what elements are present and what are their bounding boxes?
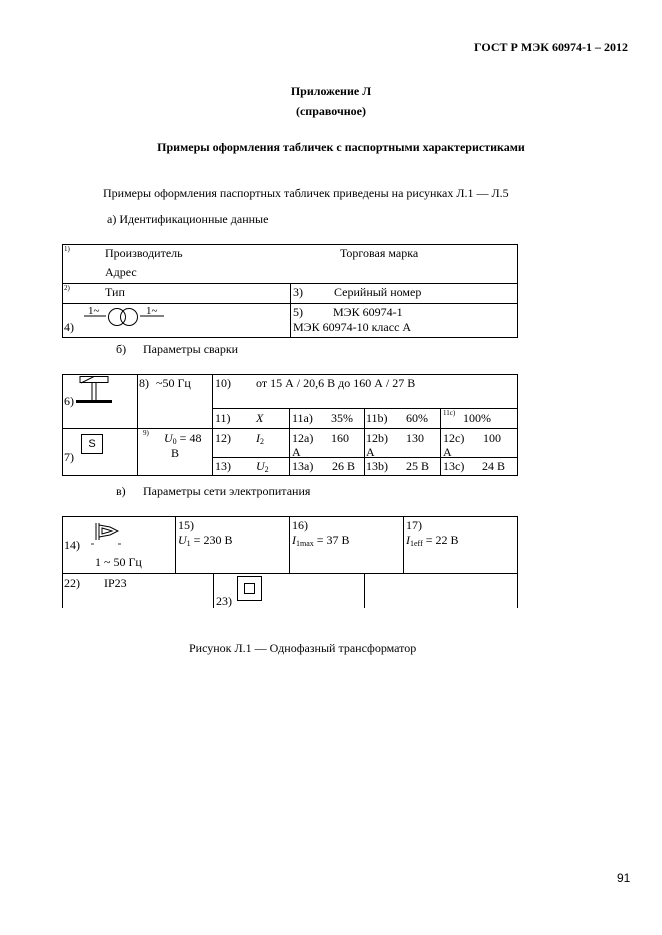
field-num-23: 23) <box>216 594 232 608</box>
supply-voltage: $U_1 = 230$ В <box>178 533 233 548</box>
output-range: от 15 А / 20,6 В до 160 А / 27 В <box>256 376 416 390</box>
field-num-7: 7) <box>64 450 74 464</box>
trademark-label: Торговая марка <box>340 246 419 260</box>
current-12a-unit: А <box>292 445 301 459</box>
figure-caption: Рисунок Л.1 — Однофазный трансформатор <box>189 641 417 655</box>
supply-frequency: ~50 Гц <box>156 376 191 390</box>
appendix-heading: Примеры оформления табличек с паспортными характеристиками <box>157 140 525 154</box>
load-voltage-symbol: $U_2$ <box>256 459 269 474</box>
standard-1: МЭК 60974-1 <box>333 305 403 319</box>
section-a-label: а) Идентификационные данные <box>107 212 269 226</box>
section-b-label: б) <box>116 342 127 356</box>
duty-cycle-symbol: X <box>256 411 264 425</box>
appendix-title: Приложение Л <box>290 84 372 98</box>
page-number: 91 <box>617 871 631 885</box>
serial-label: Серийный номер <box>334 285 422 299</box>
field-num-6: 6) <box>64 394 74 408</box>
duty-cycle-11c: 100% <box>463 411 491 425</box>
no-load-voltage: $U_0 = 48$ <box>164 431 202 446</box>
field-num-12a: 12a) <box>292 431 314 445</box>
current-symbol: $I_2$ <box>256 431 264 446</box>
field-num-12: 12) <box>215 431 231 445</box>
section-c-label: в) <box>116 484 126 498</box>
field-num-11a: 11a) <box>292 411 313 425</box>
field-num-9: 9) <box>143 429 149 437</box>
field-num-2: 2) <box>64 284 70 292</box>
ip-rating: IP23 <box>104 576 127 590</box>
field-num-10: 10) <box>215 376 231 390</box>
standard-2: МЭК 60974-10 класс А <box>293 320 412 334</box>
field-num-12c: 12c) <box>443 431 465 445</box>
s-symbol-icon: S <box>81 434 103 454</box>
field-num-11c: 11c) <box>443 409 456 417</box>
current-12c: 100 <box>483 431 501 445</box>
load-voltage-13c: 24 В <box>482 459 506 473</box>
field-num-22: 22) <box>64 576 80 590</box>
section-c-title: Параметры сети электропитания <box>143 484 311 498</box>
max-supply-current: $I_{1max} = 37$ В <box>292 533 350 548</box>
load-voltage-13a: 26 В <box>332 459 356 473</box>
duty-cycle-11a: 35% <box>331 411 353 425</box>
mains-plug-icon <box>90 520 124 546</box>
field-num-12b: 12b) <box>366 431 388 445</box>
transformer-icon: 1~ 1~ <box>84 305 168 329</box>
field-num-15: 15) <box>178 518 194 532</box>
intro-text: Примеры оформления паспортных табличек приведены на рисунках Л.1 — Л.5 <box>103 186 509 200</box>
field-num-17: 17) <box>406 518 422 532</box>
duty-cycle-11b: 60% <box>406 411 428 425</box>
field-num-13c: 13c) <box>443 459 465 473</box>
field-num-13a: 13a) <box>292 459 314 473</box>
field-num-13: 13) <box>215 459 231 473</box>
current-12c-unit: А <box>443 445 452 459</box>
type-label: Тип <box>105 285 125 299</box>
field-num-13b: 13b) <box>366 459 388 473</box>
manufacturer-label: Производитель <box>105 246 183 260</box>
current-12a: 160 <box>331 431 349 445</box>
load-voltage-13b: 25 В <box>406 459 430 473</box>
mains-supply: 1 ~ 50 Гц <box>95 555 142 569</box>
double-insulation-icon <box>237 576 262 601</box>
field-num-14: 14) <box>64 538 80 552</box>
eff-supply-current: $I_{1eff} = 22$ В <box>406 533 459 548</box>
section-b-title: Параметры сварки <box>143 342 239 356</box>
field-num-8: 8) <box>139 376 149 390</box>
current-12b: 130 <box>406 431 424 445</box>
address-label: Адрес <box>105 265 137 279</box>
doc-code: ГОСТ Р МЭК 60974-1 – 2012 <box>474 40 628 54</box>
appendix-subtitle: (справочное) <box>295 104 366 118</box>
current-12b-unit: А <box>366 445 375 459</box>
field-num-4: 4) <box>64 320 74 334</box>
field-num-11: 11) <box>215 411 231 425</box>
no-load-voltage-unit: В <box>171 446 180 460</box>
field-num-16: 16) <box>292 518 308 532</box>
field-num-11b: 11b) <box>366 411 388 425</box>
welding-process-icon <box>74 376 114 404</box>
field-num-5: 5) <box>293 305 303 319</box>
field-num-1: 1) <box>64 245 70 253</box>
field-num-3: 3) <box>293 285 303 299</box>
